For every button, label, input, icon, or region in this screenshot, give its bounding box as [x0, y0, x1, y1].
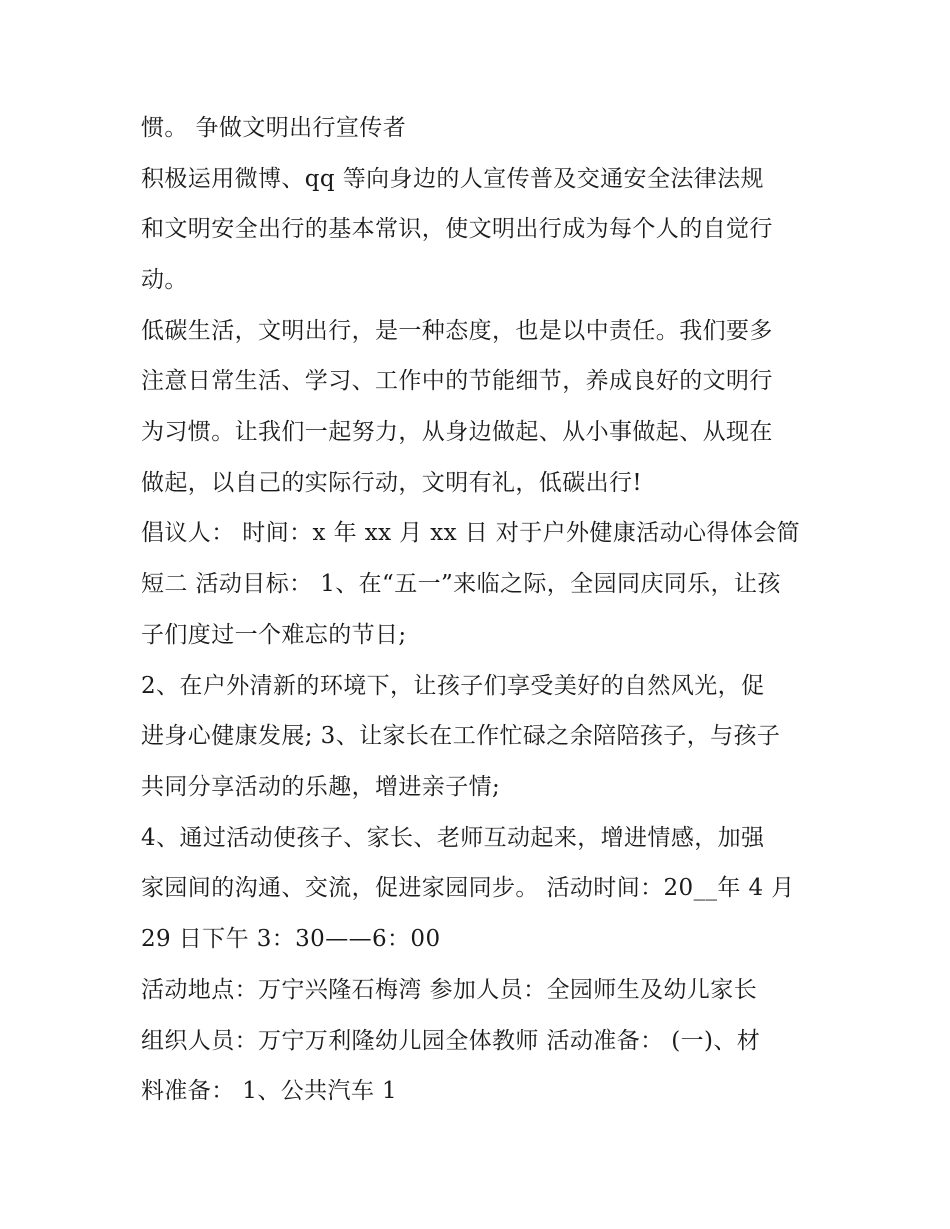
text-line: 和文明安全出行的基本常识，使文明出行成为每个人的自觉行 [141, 216, 773, 242]
text-line: 2、在户外清新的环境下，让孩子们享受美好的自然风光，促 [141, 673, 765, 699]
text-line: 29 日下午 3：30——6：00 [141, 926, 441, 952]
text-line: 活动地点：万宁兴隆石梅湾 参加人员：全园师生及幼儿家长 [141, 977, 758, 1003]
text-line: 惯。 争做文明出行宣传者 [141, 115, 407, 141]
text-line: 料准备： 1、公共汽车 1 [141, 1078, 398, 1104]
text-line: 进身心健康发展; 3、让家长在工作忙碌之余陪陪孩子，与孩子 [141, 723, 781, 749]
text-line: 注意日常生活、学习、工作中的节能细节，养成良好的文明行 [141, 368, 773, 394]
text-line: 子们度过一个难忘的节日; [141, 622, 407, 648]
text-line: 短二 活动目标： 1、在“五一”来临之际，全园同庆同乐，让孩 [141, 571, 781, 597]
text-line: 组织人员：万宁万利隆幼儿园全体教师 活动准备： (一)、材 [141, 1028, 761, 1054]
text-line: 家园间的沟通、交流，促进家园同步。 活动时间：20__年 4 月 [141, 875, 795, 901]
text-line: 低碳生活，文明出行，是一种态度，也是以中责任。我们要多 [141, 318, 773, 344]
text-line: 4、通过活动使孩子、家长、老师互动起来，增进情感，加强 [141, 825, 765, 851]
text-line: 倡议人： 时间：x 年 xx 月 xx 日 对于户外健康活动心得体会简 [141, 520, 801, 546]
text-line: 做起，以自己的实际行动，文明有礼，低碳出行! [141, 470, 643, 496]
text-line: 共同分享活动的乐趣，增进亲子情; [141, 774, 501, 800]
text-line: 积极运用微博、qq 等向身边的人宣传普及交通安全法律法规 [141, 166, 764, 192]
text-line: 动。 [141, 267, 188, 293]
text-line: 为习惯。让我们一起努力，从身边做起、从小事做起、从现在 [141, 419, 773, 445]
